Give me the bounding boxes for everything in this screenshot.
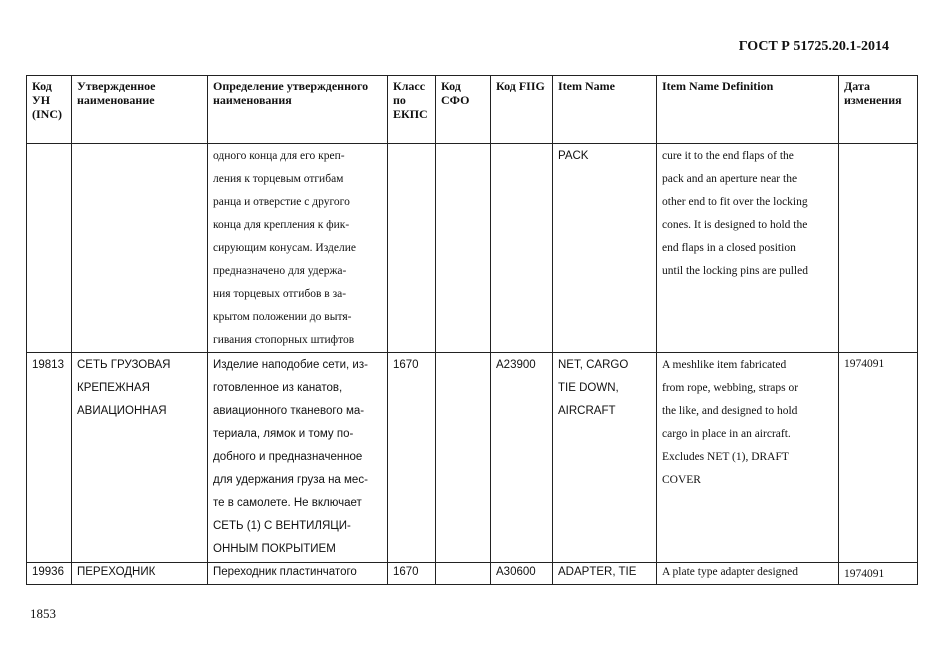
item-definition-line: Excludes NET (1), DRAFT [662, 451, 789, 463]
cell-inc: 19813 [27, 353, 72, 563]
item-name-line: TIE DOWN, [558, 382, 619, 394]
cell-sfo [436, 563, 491, 585]
approved-name-line: СЕТЬ ГРУЗОВАЯ [77, 359, 171, 371]
approved-name-line: АВИАЦИОННАЯ [77, 405, 167, 417]
definition-line: конца для крепления к фик- [213, 219, 350, 231]
approved-name-line: ПЕРЕХОДНИК [77, 566, 156, 578]
definition-line: гивания стопорных штифтов [213, 334, 355, 346]
definition-line: сирующим конусам. Изделие [213, 242, 356, 254]
definition-line: авиационного тканевого ма- [213, 405, 365, 417]
definition-line: для удержания груза на мес- [213, 474, 368, 486]
nomenclature-table [26, 75, 918, 585]
table-row [27, 563, 918, 585]
cell-fiig: A23900 [491, 353, 553, 563]
col-header-class: Класс по ЕКПС [388, 76, 436, 144]
cell-sfo [436, 353, 491, 563]
definition-line: ОННЫМ ПОКРЫТИЕМ [213, 543, 336, 555]
cell-fiig: A30600 [491, 563, 553, 585]
definition-line: те в самолете. Не включает [213, 497, 362, 509]
definition-line: одного конца для его креп- [213, 150, 345, 162]
cell-item-definition [657, 353, 839, 563]
definition-line: Переходник пластинчатого [213, 566, 357, 578]
cell-approved-name [72, 353, 208, 563]
cell-change-date: 1974091 [839, 563, 918, 585]
cell-item-name [553, 353, 657, 563]
definition-line: СЕТЬ (1) С ВЕНТИЛЯЦИ- [213, 520, 351, 532]
item-name-line: AIRCRAFT [558, 405, 616, 417]
item-name-line: NET, CARGO [558, 359, 629, 371]
col-header-approved-name: Утвержденное наименование [72, 76, 208, 144]
cell-definition [208, 144, 388, 353]
cell-approved-name [72, 563, 208, 585]
definition-line: готовленное из канатов, [213, 382, 343, 394]
definition-line: предназначено для удержа- [213, 265, 347, 277]
item-definition-line: COVER [662, 474, 701, 486]
definition-line: ния торцевых отгибов в за- [213, 288, 347, 300]
col-header-change-date: Дата изменения [839, 76, 918, 144]
cell-class [388, 144, 436, 353]
item-definition-line: the like, and designed to hold [662, 405, 798, 417]
cell-approved-name [72, 144, 208, 353]
item-name-line: PACK [558, 150, 589, 162]
cell-fiig [491, 144, 553, 353]
approved-name-line: КРЕПЕЖНАЯ [77, 382, 150, 394]
definition-line: ранца и отверстие с другого [213, 196, 350, 208]
item-definition-line: cure it to the end flaps of the [662, 150, 794, 162]
cell-change-date [839, 144, 918, 353]
cell-item-name [553, 563, 657, 585]
item-definition-line: until the locking pins are pulled [662, 265, 808, 277]
item-definition-line: cargo in place in an aircraft. [662, 428, 791, 440]
standard-title: ГОСТ Р 51725.20.1-2014 [738, 39, 889, 54]
item-definition-line: A meshlike item fabricated [662, 359, 787, 371]
col-header-item-definition: Item Name Definition [657, 76, 839, 144]
definition-line: крытом положении до вытя- [213, 311, 352, 323]
item-definition-line: end flaps in a closed position [662, 242, 796, 254]
col-header-definition: Определение утвержденного наименования [208, 76, 388, 144]
item-definition-line: pack and an aperture near the [662, 173, 798, 185]
cell-item-definition [657, 144, 839, 353]
cell-inc [27, 144, 72, 353]
item-definition-line: cones. It is designed to hold the [662, 219, 808, 231]
definition-line: добного и предназначенное [213, 451, 363, 463]
table-header-row [27, 76, 918, 144]
table-row [27, 353, 918, 563]
item-definition-line: A plate type adapter designed [662, 566, 799, 578]
cell-class: 1670 [388, 563, 436, 585]
cell-definition [208, 353, 388, 563]
page-number: 1853 [30, 606, 56, 621]
item-name-line: ADAPTER, TIE [558, 566, 637, 578]
cell-definition [208, 563, 388, 585]
col-header-sfo: Код СФО [436, 76, 491, 144]
item-definition-line: other end to fit over the locking [662, 196, 808, 208]
table-row [27, 144, 918, 353]
cell-change-date: 1974091 [839, 353, 918, 563]
cell-item-name [553, 144, 657, 353]
cell-inc: 19936 [27, 563, 72, 585]
definition-line: териала, лямок и тому по- [213, 428, 354, 440]
col-header-inc: Код УН (INC) [27, 76, 72, 144]
cell-sfo [436, 144, 491, 353]
col-header-fiig: Код FIIG [491, 76, 553, 144]
definition-line: Изделие наподобие сети, из- [213, 359, 368, 371]
cell-item-definition [657, 563, 839, 585]
definition-line: ления к торцевым отгибам [213, 173, 344, 185]
col-header-item-name: Item Name [553, 76, 657, 144]
item-definition-line: from rope, webbing, straps or [662, 382, 799, 394]
cell-class: 1670 [388, 353, 436, 563]
